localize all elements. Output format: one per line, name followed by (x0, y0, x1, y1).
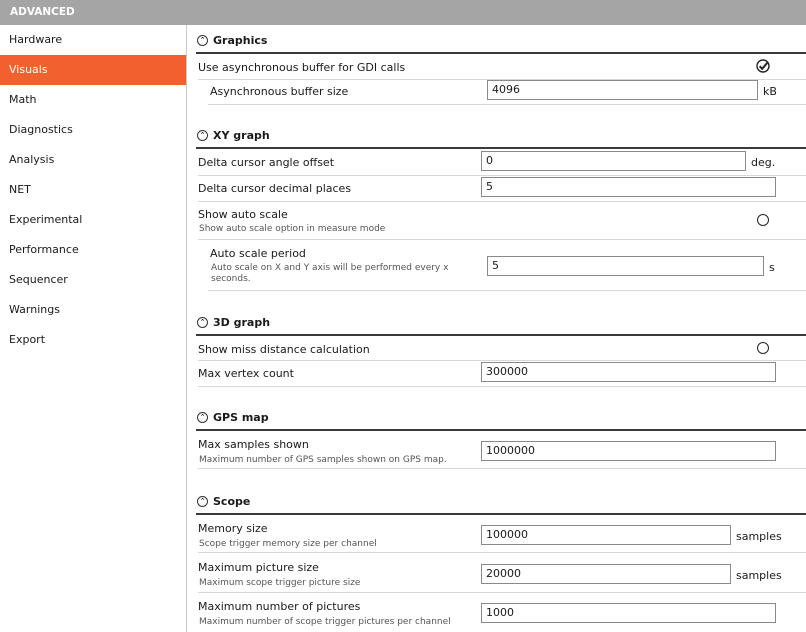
row-divider (208, 104, 806, 105)
section-title: GPS map (213, 410, 269, 424)
chevron-up-icon: ⌃ (197, 130, 208, 141)
scope-section-header[interactable] (197, 492, 250, 510)
sidebar-item-hardware[interactable]: Hardware (9, 33, 63, 46)
auto-scale-period-input[interactable]: 5 (487, 256, 764, 276)
angle-offset-label: Delta cursor angle offset (198, 156, 335, 169)
miss-distance-toggle[interactable] (757, 342, 769, 354)
section-title: Graphics (213, 33, 268, 47)
sidebar-item-diagnostics[interactable]: Diagnostics (9, 123, 73, 136)
auto-scale-description: Show auto scale option in measure mode (199, 224, 386, 234)
decimal-places-label: Delta cursor decimal places (198, 182, 352, 195)
section-title: Scope (213, 494, 251, 508)
buffer-size-label: Asynchronous buffer size (210, 85, 349, 98)
section-divider (196, 52, 806, 54)
angle-offset-unit: deg. (751, 156, 776, 169)
3d-graph-section-header[interactable] (197, 313, 270, 331)
num-pictures-label: Maximum number of pictures (198, 600, 361, 613)
row-divider (198, 468, 806, 469)
picture-size-description: Maximum scope trigger picture size (199, 578, 361, 588)
section-divider (196, 334, 806, 336)
vertex-count-input[interactable]: 300000 (481, 362, 776, 382)
window-header (0, 0, 806, 25)
buffer-size-input[interactable]: 4096 (487, 80, 758, 100)
sidebar-item-net[interactable]: NET (9, 183, 31, 196)
memory-size-input[interactable]: 100000 (481, 525, 731, 545)
row-divider (198, 552, 806, 553)
max-samples-input[interactable]: 1000000 (481, 441, 776, 461)
sidebar-item-experimental[interactable]: Experimental (9, 213, 83, 226)
auto-scale-period-description: Auto scale on X and Y axis will be performed every x seconds. (211, 263, 449, 284)
picture-size-label: Maximum picture size (198, 561, 319, 574)
num-pictures-description: Maximum number of scope trigger pictures per channel (199, 617, 451, 627)
sidebar-item-performance[interactable]: Performance (9, 243, 79, 256)
graphics-section-header[interactable] (197, 31, 267, 49)
row-divider (198, 360, 806, 361)
sidebar-item-math[interactable]: Math (9, 93, 37, 106)
gps-map-section-header[interactable] (197, 408, 269, 426)
section-title: 3D graph (213, 315, 271, 329)
async-buffer-checkbox[interactable] (756, 59, 770, 73)
memory-size-label: Memory size (198, 522, 268, 535)
memory-size-description: Scope trigger memory size per channel (199, 539, 377, 549)
xy-graph-section-header[interactable] (197, 126, 270, 144)
async-buffer-label: Use asynchronous buffer for GDI calls (198, 61, 406, 74)
chevron-up-icon: ⌃ (197, 496, 208, 507)
chevron-up-icon: ⌃ (197, 317, 208, 328)
buffer-size-unit: kB (763, 85, 777, 98)
sidebar-item-export[interactable]: Export (9, 333, 46, 346)
row-divider (198, 201, 806, 202)
max-samples-label: Max samples shown (198, 438, 309, 451)
num-pictures-input[interactable]: 1000 (481, 603, 776, 623)
angle-offset-input[interactable]: 0 (481, 151, 746, 171)
picture-size-unit: samples (736, 569, 782, 582)
auto-scale-toggle[interactable] (757, 214, 769, 226)
auto-scale-period-unit: s (769, 261, 775, 274)
section-divider (196, 147, 806, 149)
row-divider (198, 592, 806, 593)
chevron-up-icon: ⌃ (197, 35, 208, 46)
sidebar-item-visuals[interactable]: Visuals (0, 55, 186, 85)
auto-scale-period-label: Auto scale period (210, 247, 306, 260)
sidebar-item-warnings[interactable]: Warnings (9, 303, 60, 316)
miss-distance-label: Show miss distance calculation (198, 343, 370, 356)
picture-size-input[interactable]: 20000 (481, 564, 731, 584)
row-divider (198, 239, 806, 240)
row-divider (198, 175, 806, 176)
section-divider (196, 429, 806, 431)
sidebar (0, 25, 187, 632)
sidebar-item-analysis[interactable]: Analysis (9, 153, 55, 166)
sidebar-item-sequencer[interactable]: Sequencer (9, 273, 68, 286)
row-divider (198, 386, 806, 387)
max-samples-description: Maximum number of GPS samples shown on GPS map. (199, 455, 447, 465)
row-divider (208, 290, 806, 291)
decimal-places-input[interactable]: 5 (481, 177, 776, 197)
auto-scale-label: Show auto scale (198, 208, 288, 221)
settings-panel (190, 25, 806, 632)
section-divider (196, 513, 806, 515)
memory-size-unit: samples (736, 530, 782, 543)
header-title: ADVANCED (10, 6, 75, 18)
section-title: XY graph (213, 128, 270, 142)
chevron-up-icon: ⌃ (197, 412, 208, 423)
vertex-count-label: Max vertex count (198, 367, 294, 380)
